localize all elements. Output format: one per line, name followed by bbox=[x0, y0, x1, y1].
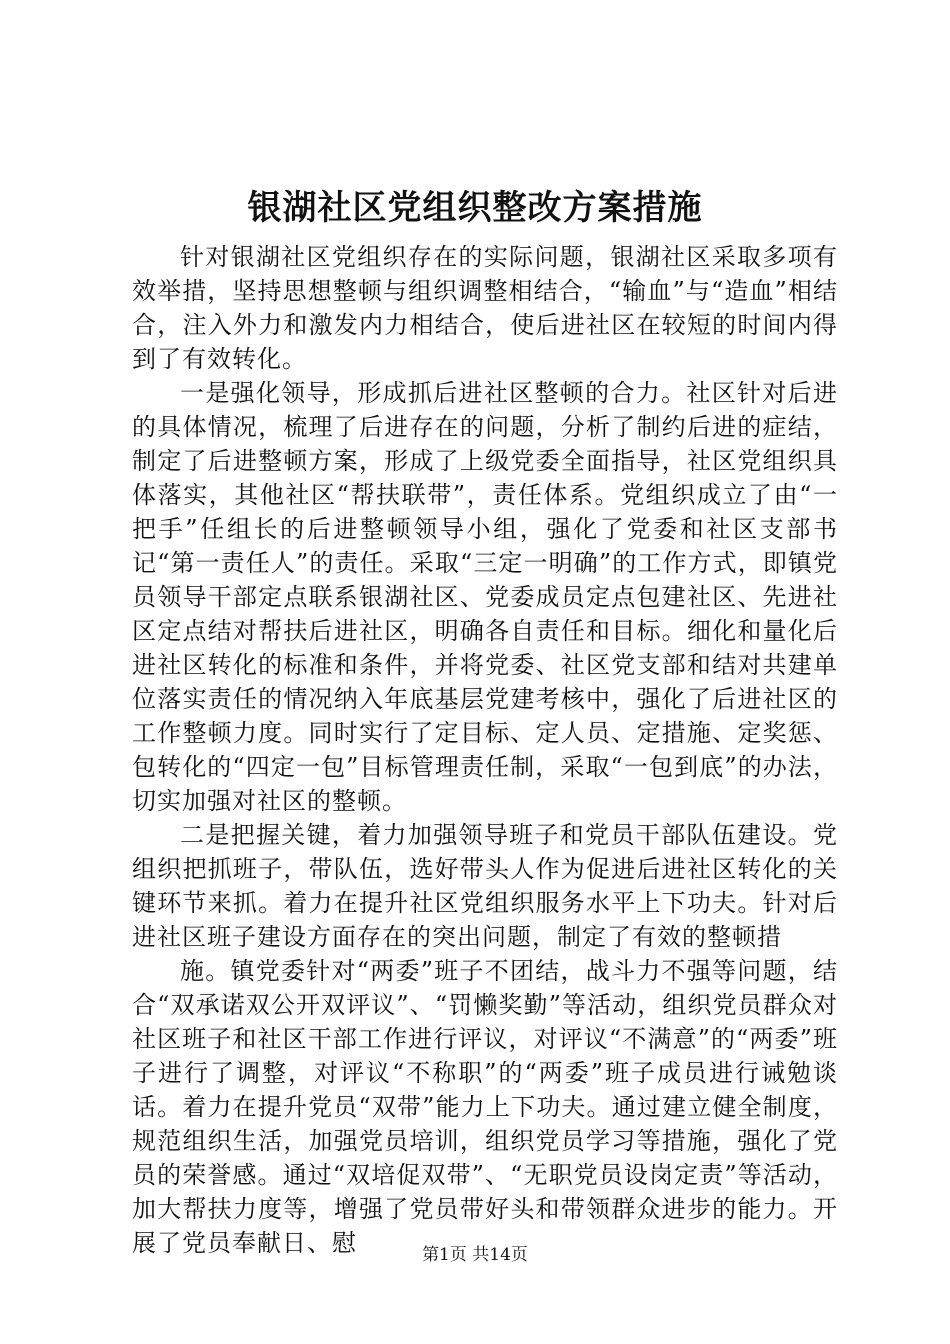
page-number-footer: 第1页 共14页 bbox=[422, 1245, 528, 1265]
page-title: 银湖社区党组织整改方案措施 bbox=[247, 188, 703, 228]
paragraph-point-two: 二是把握关键，着力加强领导班子和党员干部队伍建设。党组织把抓班子，带队伍，选好带头人作为促进后进社区转化的关键环节来抓。着力在提升社区党组织服务水平上下功夫。针对后进社区班子建设方面存在的突出问题，制定了有效的整顿措 bbox=[132, 821, 838, 951]
paragraph-intro: 针对银湖社区党组织存在的实际问题，银湖社区采取多项有效举措，坚持思想整顿与组织调整相结合，“输血”与“造血”相结合，注入外力和激发内力相结合，使后进社区在较短的时间内得到了有效转化。 bbox=[132, 243, 838, 373]
document-body bbox=[132, 240, 838, 1260]
paragraph-point-one: 一是强化领导，形成抓后进社区整顿的合力。社区针对后进的具体情况，梳理了后进存在的问题，分析了制约后进的症结，制定了后进整顿方案，形成了上级党委全面指导，社区党组织具体落实，其他社区“帮扶联带”，责任体系。党组织成立了由“一把手”任组长的后进整顿领导小组，强化了党委和社区支部书记“第一责任人”的责任。采取“三定一明确”的工作方式，即镇党员领导干部定点联系银湖社区、党委成员定点包建社区、先进社区定点结对帮扶后进社区，明确各自责任和目标。细化和量化后进社区转化的标准和条件，并将党委、社区党支部和结对共建单位落实责任的情况纳入年底基层党建考核中，强化了后进社区的工作整顿力度。同时实行了定目标、定人员、定措施、定奖惩、包转化的“四定一包”目标管理责任制，采取“一包到底”的办法，切实加强对社区的整顿。 bbox=[132, 379, 838, 815]
paragraph-continuation: 施。镇党委针对“两委”班子不团结，战斗力不强等问题，结合“双承诺双公开双评议”、“罚懒奖勤”等活动，组织党员群众对社区班子和社区干部工作进行评议，对评议“不满意”的“两委”班子进行了调整，对评议“不称职”的“两委”班子成员进行诫勉谈话。着力在提升党员“双带”能力上下功夫。通过建立健全制度，规范组织生活，加强党员培训，组织党员学习等措施，强化了党员的荣誉感。通过“双培促双带”、“无职党员设岗定责”等活动，加大帮扶力度等，增强了党员带好头和带领群众进步的能力。开展了党员奉献日、慰 bbox=[132, 957, 838, 1257]
